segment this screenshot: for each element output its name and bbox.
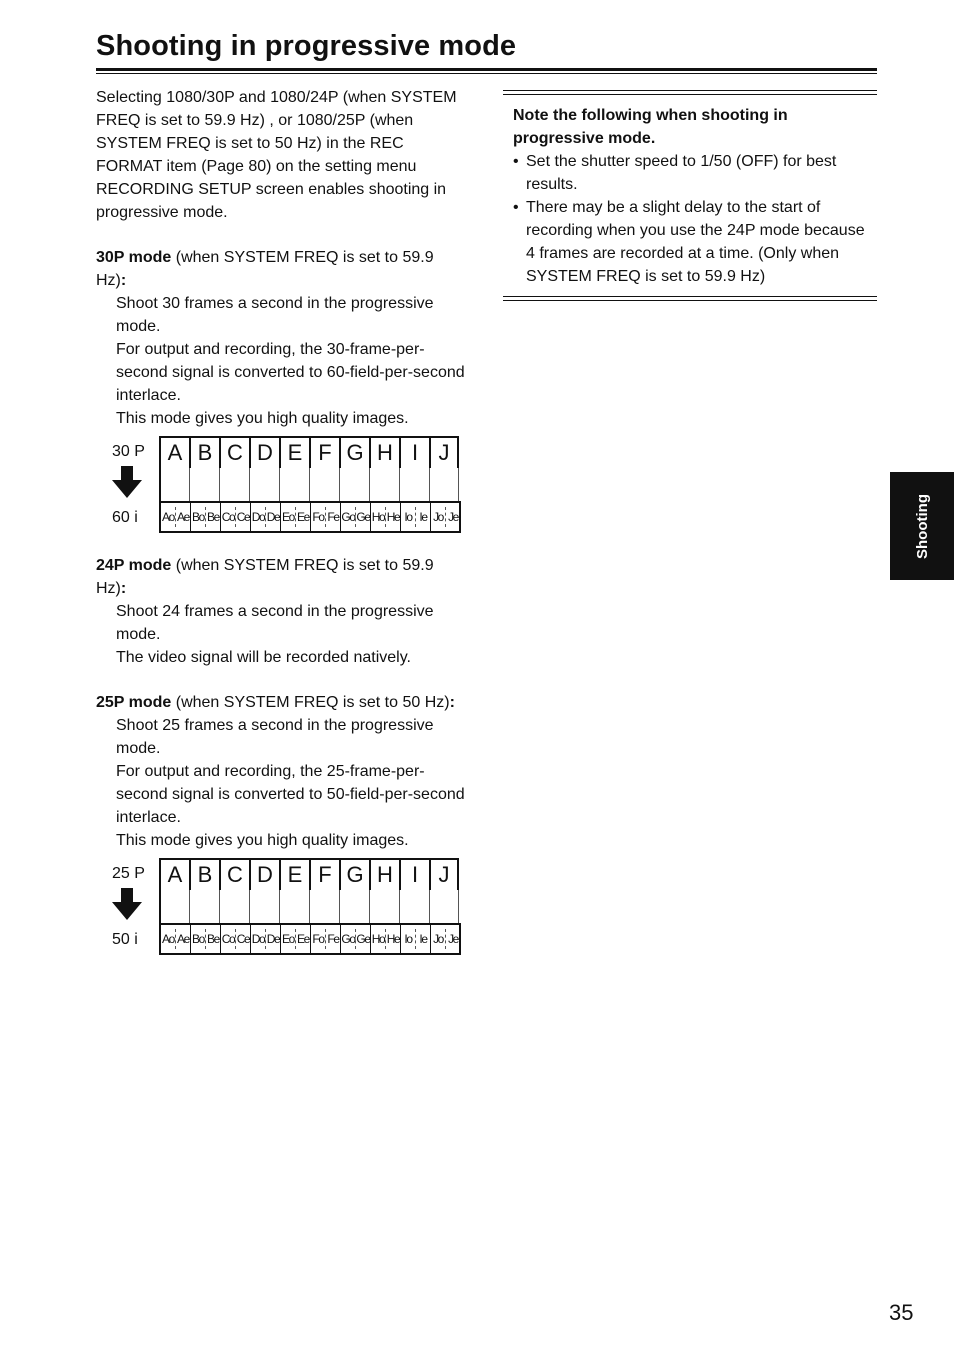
field-row xyxy=(159,501,461,533)
field-even: De xyxy=(266,931,280,946)
mode-30p-text-1: Shoot 30 frames a second in the progressive mode. xyxy=(116,295,434,335)
field-odd: Bo xyxy=(192,509,204,524)
field-odd: Jo xyxy=(433,931,443,946)
field-even: Ce xyxy=(236,509,250,524)
frame-cell: A xyxy=(159,858,189,890)
diagram-top-label: 30 P xyxy=(112,443,145,460)
mode-24p-text-1: Shoot 24 frames a second in the progressive mode. xyxy=(116,603,434,643)
field-cell xyxy=(310,925,340,953)
frame-diagram-25p xyxy=(96,858,466,956)
spacer-cell xyxy=(399,468,429,501)
section-tab-label: Shooting xyxy=(913,493,931,559)
frame-diagram-30p xyxy=(96,436,466,534)
mode-24p-condition: (when SYSTEM FREQ is set to 59.9 Hz) xyxy=(96,557,434,597)
frame-cell: D xyxy=(249,436,279,468)
frame-cell: H xyxy=(369,858,399,890)
mode-25p-text-3: This mode gives you high quality images. xyxy=(116,832,409,849)
field-cell xyxy=(400,503,430,531)
mode-30p-text-3: This mode gives you high quality images. xyxy=(116,410,409,427)
field-odd: Bo xyxy=(192,931,204,946)
note-top-rule xyxy=(503,90,877,91)
diagram-bottom-label: 60 i xyxy=(112,509,138,526)
spacer-cell xyxy=(249,468,279,501)
spacer-cell xyxy=(159,468,189,501)
field-cell xyxy=(430,925,460,953)
frame-cell: G xyxy=(339,436,369,468)
spacer-cell xyxy=(279,890,309,923)
frame-cell: H xyxy=(369,436,399,468)
frame-cell: I xyxy=(399,436,429,468)
frame-cell: E xyxy=(279,436,309,468)
page-title: Shooting in progressive mode xyxy=(96,30,517,62)
spacer-cell xyxy=(249,890,279,923)
field-row xyxy=(159,923,461,955)
mode-24p-name: 24P mode xyxy=(96,557,172,574)
note-bullet-text: Set the shutter speed to 1/50 (OFF) for best results. xyxy=(526,153,837,193)
note-bullet xyxy=(513,196,867,288)
field-cell xyxy=(340,925,370,953)
field-cell xyxy=(220,925,250,953)
spacer-cell xyxy=(219,468,249,501)
mode-25p-condition: (when SYSTEM FREQ is set to 50 Hz) xyxy=(171,694,450,711)
field-cell xyxy=(220,503,250,531)
left-column xyxy=(96,86,466,956)
field-even: Ae xyxy=(177,931,189,946)
field-even: Je xyxy=(448,931,458,946)
mode-25p-name: 25P mode xyxy=(96,694,172,711)
field-cell xyxy=(250,925,280,953)
diagram-top-label: 25 P xyxy=(112,865,145,882)
spacer-row xyxy=(159,890,461,923)
mode-24p-text-2: The video signal will be recorded natively. xyxy=(116,649,411,666)
note-body xyxy=(503,95,877,296)
frame-grid xyxy=(159,858,461,955)
frame-cell: B xyxy=(189,436,219,468)
frame-grid xyxy=(159,436,461,533)
frame-cell: F xyxy=(309,858,339,890)
field-cell xyxy=(310,503,340,531)
title-rule-thin xyxy=(96,73,877,74)
field-odd: Go xyxy=(341,931,355,946)
field-odd: Fo xyxy=(312,931,324,946)
intro-paragraph: Selecting 1080/30P and 1080/24P (when SYSTEM FREQ is set to 59.9 Hz) , or 1080/25P (when SYSTEM FREQ is set to 50 Hz) in the REC FORMAT item (Page 80) on the setting menu RECORDING SETUP screen enables shooting in progressive mode. xyxy=(96,89,457,221)
page-number: 35 xyxy=(889,1300,914,1325)
frame-cell: I xyxy=(399,858,429,890)
spacer-row xyxy=(159,468,461,501)
spacer-cell xyxy=(339,468,369,501)
mode-30p-colon: : xyxy=(120,272,127,289)
frame-cell: G xyxy=(339,858,369,890)
spacer-cell xyxy=(279,468,309,501)
mode-30p-condition: (when SYSTEM FREQ is set to 59.9 Hz) xyxy=(96,249,434,289)
field-cell xyxy=(430,503,460,531)
field-cell xyxy=(250,503,280,531)
field-odd: Do xyxy=(251,509,265,524)
down-arrow-icon xyxy=(112,466,142,498)
field-cell xyxy=(161,503,190,531)
mode-25p-colon: : xyxy=(449,694,455,711)
field-cell xyxy=(280,925,310,953)
field-odd: Io xyxy=(404,931,412,946)
mode-24p-colon: : xyxy=(120,580,127,597)
field-even: He xyxy=(386,931,400,946)
field-even: Ae xyxy=(177,509,189,524)
frame-row xyxy=(159,436,461,468)
spacer-cell xyxy=(159,890,189,923)
mode-24p-heading xyxy=(96,554,466,600)
spacer-cell xyxy=(189,890,219,923)
field-odd: Ao xyxy=(162,509,174,524)
frame-cell: A xyxy=(159,436,189,468)
field-cell xyxy=(190,925,220,953)
spacer-cell xyxy=(219,890,249,923)
field-even: Be xyxy=(207,509,219,524)
spacer-cell xyxy=(369,890,399,923)
note-bullet xyxy=(513,150,867,196)
field-even: Ce xyxy=(236,931,250,946)
frame-cell: F xyxy=(309,436,339,468)
frame-cell: D xyxy=(249,858,279,890)
field-odd: Eo xyxy=(282,509,294,524)
note-bottom-rule-2 xyxy=(503,300,877,301)
field-cell xyxy=(340,503,370,531)
field-even: Ee xyxy=(297,509,309,524)
frame-cell: J xyxy=(429,436,459,468)
frame-cell: E xyxy=(279,858,309,890)
note-heading: Note the following when shooting in progressive mode. xyxy=(513,107,788,147)
frame-cell: C xyxy=(219,436,249,468)
spacer-cell xyxy=(399,890,429,923)
field-odd: Fo xyxy=(312,509,324,524)
field-odd: Ho xyxy=(371,509,385,524)
bullet-glyph: • xyxy=(513,199,519,216)
field-even: Ie xyxy=(419,509,427,524)
field-odd: Ao xyxy=(162,931,174,946)
field-odd: Go xyxy=(341,509,355,524)
field-even: Ee xyxy=(297,931,309,946)
field-cell xyxy=(370,925,400,953)
spacer-cell xyxy=(429,890,459,923)
frame-cell: J xyxy=(429,858,459,890)
title-rule xyxy=(96,68,877,71)
note-bottom-rule xyxy=(503,296,877,297)
spacer-cell xyxy=(339,890,369,923)
field-even: Ie xyxy=(419,931,427,946)
field-cell xyxy=(161,925,190,953)
mode-30p-name: 30P mode xyxy=(96,249,172,266)
field-odd: Io xyxy=(404,509,412,524)
frame-cell: C xyxy=(219,858,249,890)
mode-25p-text-1: Shoot 25 frames a second in the progressive mode. xyxy=(116,717,434,757)
field-even: Ge xyxy=(356,509,370,524)
field-even: Fe xyxy=(327,509,339,524)
field-odd: Co xyxy=(221,509,235,524)
field-even: He xyxy=(386,509,400,524)
bullet-glyph: • xyxy=(513,153,519,170)
spacer-cell xyxy=(189,468,219,501)
field-even: Ge xyxy=(356,931,370,946)
field-cell xyxy=(280,503,310,531)
field-odd: Jo xyxy=(433,509,443,524)
field-odd: Do xyxy=(251,931,265,946)
field-even: Je xyxy=(448,509,458,524)
frame-row xyxy=(159,858,461,890)
field-even: De xyxy=(266,509,280,524)
field-cell xyxy=(190,503,220,531)
field-odd: Co xyxy=(221,931,235,946)
field-odd: Eo xyxy=(282,931,294,946)
note-bullet-text: There may be a slight delay to the start of recording when you use the 24P mode because 4 frames are recorded at a time. (Only when SYSTEM FREQ is set to 59.9 Hz) xyxy=(526,199,865,285)
spacer-cell xyxy=(309,468,339,501)
field-cell xyxy=(370,503,400,531)
spacer-cell xyxy=(369,468,399,501)
field-odd: Ho xyxy=(371,931,385,946)
mode-25p-heading xyxy=(96,691,466,714)
field-even: Be xyxy=(207,931,219,946)
down-arrow-icon xyxy=(112,888,142,920)
mode-30p-heading xyxy=(96,246,466,292)
note-box xyxy=(503,90,877,301)
diagram-bottom-label: 50 i xyxy=(112,931,138,948)
frame-cell: B xyxy=(189,858,219,890)
field-cell xyxy=(400,925,430,953)
spacer-cell xyxy=(309,890,339,923)
field-even: Fe xyxy=(327,931,339,946)
section-tab xyxy=(890,472,954,580)
spacer-cell xyxy=(429,468,459,501)
mode-30p-text-2: For output and recording, the 30-frame-per-second signal is converted to 60-field-per-second interlace. xyxy=(116,341,465,404)
mode-25p-text-2: For output and recording, the 25-frame-per-second signal is converted to 50-field-per-second interlace. xyxy=(116,763,465,826)
